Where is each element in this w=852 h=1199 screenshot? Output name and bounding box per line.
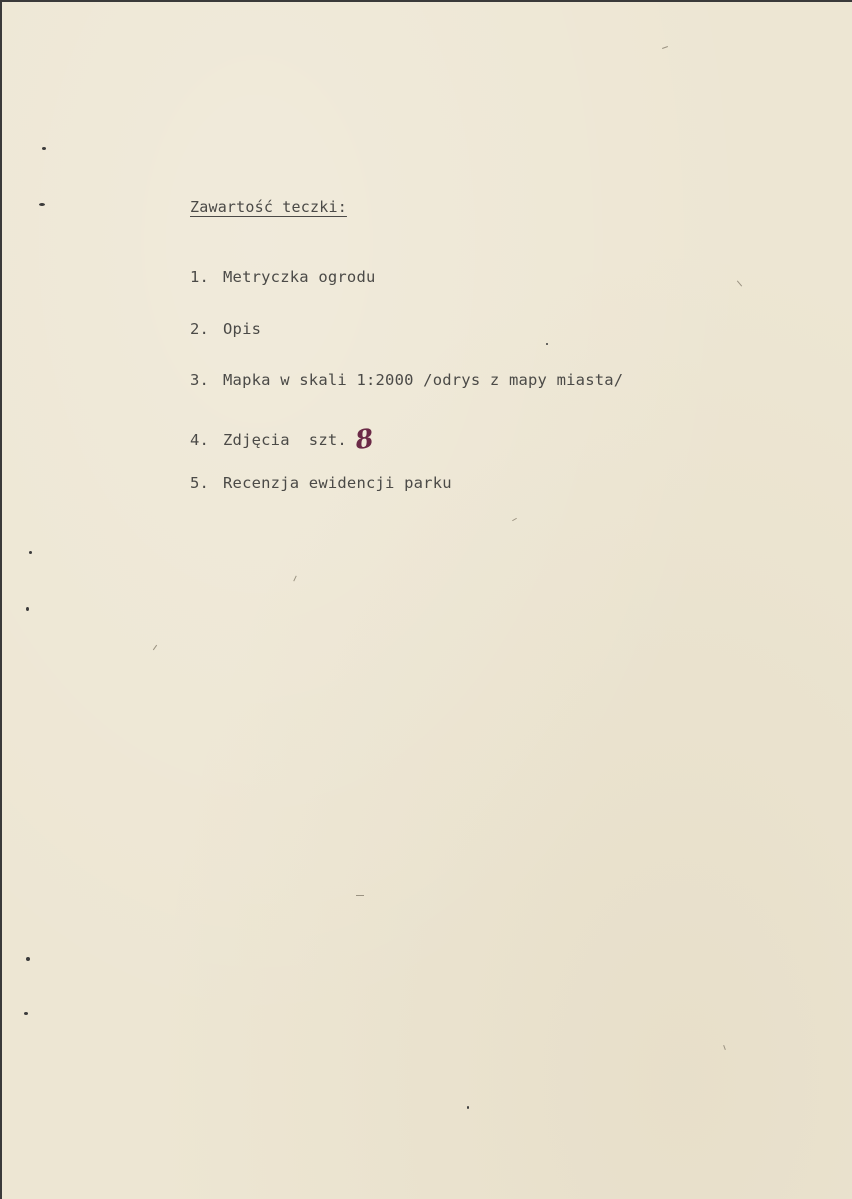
paper-mark xyxy=(512,518,517,521)
list-item-text: Mapka w skali 1:2000 /odrys z mapy miasta/ xyxy=(223,371,624,389)
scan-speck xyxy=(39,203,45,206)
paper-mark xyxy=(293,576,296,582)
scan-speck xyxy=(546,343,548,345)
list-item xyxy=(190,474,452,492)
paper-mark xyxy=(737,280,742,286)
list-item-number: 5. xyxy=(190,474,210,492)
list-item xyxy=(190,320,261,338)
paper-mark xyxy=(723,1045,726,1050)
list-item-text: Zdjęcia szt. xyxy=(223,431,347,449)
paper-mark xyxy=(662,46,668,49)
list-item xyxy=(190,371,623,389)
handwritten-count: 8 xyxy=(353,423,376,457)
scan-speck xyxy=(26,957,30,961)
list-item-number: 4. xyxy=(190,431,210,449)
scan-speck xyxy=(29,551,32,554)
list-item-number: 1. xyxy=(190,268,210,286)
scan-speck xyxy=(24,1012,28,1015)
list-item-text: Metryczka ogrodu xyxy=(223,268,376,286)
list-item xyxy=(190,422,376,457)
scan-speck xyxy=(42,147,46,150)
paper-mark xyxy=(153,645,157,650)
list-item-text: Recenzja ewidencji parku xyxy=(223,474,452,492)
list-item-number: 2. xyxy=(190,320,210,338)
scan-speck xyxy=(467,1106,469,1109)
list-item-number: 3. xyxy=(190,371,210,389)
list-item-text: Opis xyxy=(223,320,262,338)
list-item xyxy=(190,268,376,286)
paper-mark xyxy=(356,895,364,896)
document-title: Zawartość teczki: xyxy=(190,198,347,216)
scan-speck xyxy=(26,607,29,611)
